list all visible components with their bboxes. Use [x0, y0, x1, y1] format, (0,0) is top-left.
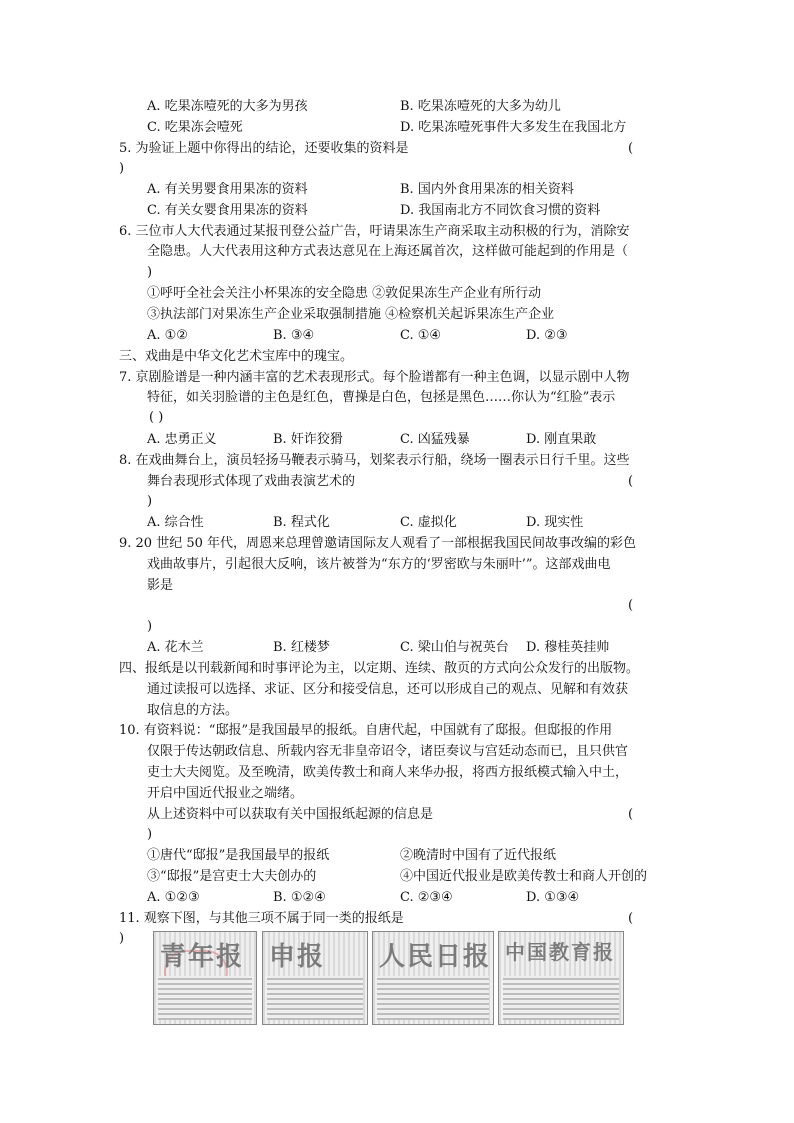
q5-option-b: B. 国内外食用果冻的相关资料 — [400, 182, 574, 197]
q4-option-c: C. 吃果冻会噎死 — [147, 120, 243, 135]
q4-option-b: B. 吃果冻噎死的大多为幼儿 — [400, 99, 561, 114]
section-4-line1: 四、报纸是以刊载新闻和时事评论为主，以定期、连续、散页的方式向公众发行的出版物。 — [119, 661, 640, 676]
q10-statement-4: ④中国近代报业是欧美传教士和商人开创的 — [400, 869, 648, 884]
q9-option-d: D. 穆桂英挂帅 — [526, 640, 610, 655]
q8-paren-close: ) — [147, 494, 153, 509]
q10-option-c: C. ②③④ — [400, 890, 453, 905]
q6-option-c: C. ①④ — [400, 328, 442, 343]
q10-stem-line2: 仅限于传达朝政信息、所载内容无非皇帝诏令，诸臣奏议与宫廷动态而已，且只供官 — [147, 744, 629, 759]
q11-paren-open: ( — [628, 911, 634, 926]
q7-option-b: B. 奸诈狡猾 — [273, 432, 343, 447]
newspaper-image-4 — [498, 931, 624, 1025]
q10-stem-line3: 吏士大夫阅览。及至晚清，欧美传教士和商人来华办报，将西方报纸模式输入中土， — [147, 765, 629, 780]
q7-stem-line2: 特征，如关羽脸谱的主色是红色，曹操是白色，包拯是黑色……你认为“红脸”表示 — [147, 390, 616, 405]
q9-stem-line2: 戏曲故事片，引起很大反响，该片被誉为“东方的‘罗密欧与朱丽叶’”。这部戏曲电 — [147, 557, 611, 572]
q5-paren-close: ) — [119, 161, 125, 176]
newspaper-image-3 — [372, 931, 494, 1025]
q6-statement-3-4: ③执法部门对果冻生产企业采取强制措施 ④检察机关起诉果冻生产企业 — [147, 307, 555, 322]
q7-option-c: C. 凶猛残暴 — [400, 432, 470, 447]
q8-stem-line1: 8. 在戏曲舞台上，演员轻扬马鞭表示骑马，划桨表示行船，绕场一圈表示日行千里。这些 — [119, 453, 630, 468]
q7-option-d: D. 刚直果敢 — [526, 432, 597, 447]
section-3-heading: 三、戏曲是中华文化艺术宝库中的瑰宝。 — [119, 349, 354, 364]
q8-option-b: B. 程式化 — [273, 515, 330, 530]
newspaper-text-columns — [267, 976, 363, 1020]
newspaper-masthead: 人民日报 — [379, 942, 492, 972]
q10-option-b: B. ①②④ — [273, 890, 326, 905]
q6-statement-1-2: ①呼吁全社会关注小杯果冻的安全隐患 ②敦促果冻生产企业有所行动 — [147, 286, 542, 301]
newspaper-masthead: 中国教育报 — [505, 940, 615, 964]
q8-stem-line2: 舞台表现形式体现了戏曲表演艺术的 — [147, 474, 356, 489]
q9-stem-line3: 影是 — [147, 578, 174, 593]
section-4-line2: 通过读报可以选择、求证、区分和接受信息，还可以形成自己的观点、见解和有效获 — [147, 682, 629, 697]
newspaper-text-columns — [503, 976, 619, 1020]
q9-paren-close: ) — [147, 619, 153, 634]
q11-stem: 11. 观察下图，与其他三项不属于同一类的报纸是 — [119, 911, 404, 926]
q8-paren-open: ( — [628, 474, 634, 489]
newspaper-image-2 — [262, 931, 368, 1025]
q5-paren-open: ( — [628, 141, 634, 156]
q8-option-a: A. 综合性 — [147, 515, 204, 530]
q11-paren-close: ) — [119, 931, 125, 946]
q9-paren-open: ( — [628, 598, 634, 613]
q5-option-a: A. 有关男婴食用果冻的资料 — [147, 182, 308, 197]
q9-option-b: B. 红楼梦 — [273, 640, 330, 655]
q6-option-b: B. ③④ — [273, 328, 315, 343]
q7-answer-paren: ( ) — [149, 410, 164, 425]
q9-option-c: C. 梁山伯与祝英台 — [400, 640, 509, 655]
q6-stem-line1: 6. 三位市人大代表通过某报刊登公益广告，吁请果冻生产商采取主动积极的行为，消除安 — [119, 224, 630, 239]
q10-paren-open: ( — [628, 807, 634, 822]
q10-paren-close: ) — [147, 827, 153, 842]
q6-option-a: A. ①② — [147, 328, 188, 343]
q4-option-a: A. 吃果冻噎死的大多为男孩 — [147, 99, 308, 114]
q10-stem-line5: 从上述资料中可以获取有关中国报纸起源的信息是 — [147, 807, 434, 822]
q5-stem: 5. 为验证上题中你得出的结论，还要收集的资料是 — [119, 141, 409, 156]
q9-option-a: A. 花木兰 — [147, 640, 204, 655]
q10-option-a: A. ①②③ — [147, 890, 200, 905]
q8-option-d: D. 现实性 — [526, 515, 584, 530]
q7-option-a: A. 忠勇正义 — [147, 432, 217, 447]
q6-option-d: D. ②③ — [526, 328, 568, 343]
q10-option-d: D. ①③④ — [526, 890, 580, 905]
q6-paren-close: ) — [147, 265, 153, 280]
newspaper-text-columns — [377, 976, 489, 1020]
q10-statement-2: ②晚清时中国有了近代报纸 — [400, 848, 557, 863]
q7-stem-line1: 7. 京剧脸谱是一种内涵丰富的艺术表现形式。每个脸谱都有一种主色调，以显示剧中人物 — [119, 370, 630, 385]
newspaper-masthead: 申报 — [269, 942, 326, 972]
q4-option-d: D. 吃果冻噎死事件大多发生在我国北方 — [400, 120, 627, 135]
q5-option-c: C. 有关女婴食用果冻的资料 — [147, 203, 308, 218]
newspaper-text-columns — [158, 976, 252, 1020]
q10-statement-3: ③“邸报”是宫吏士大夫创办的 — [147, 869, 317, 884]
q6-stem-line2: 全隐患。人大代表用这种方式表达意见在上海还属首次，这样做可能起到的作用是（ — [147, 244, 629, 259]
newspaper-masthead: 青年报 — [160, 942, 245, 972]
q5-option-d: D. 我国南北方不同饮食习惯的资料 — [400, 203, 601, 218]
q10-stem-line1: 10. 有资料说：“邸报”是我国最早的报纸。自唐代起，中国就有了邸报。但邸报的作用 — [119, 723, 613, 738]
newspaper-image-1 — [153, 931, 257, 1025]
section-4-line3: 取信息的方法。 — [147, 703, 239, 718]
q9-stem-line1: 9. 20 世纪 50 年代，周恩来总理曾邀请国际友人观看了一部根据我国民间故事改编的彩色 — [119, 536, 637, 551]
q8-option-c: C. 虚拟化 — [400, 515, 457, 530]
q10-statement-1: ①唐代“邸报”是我国最早的报纸 — [147, 848, 330, 863]
q10-stem-line4: 开启中国近代报业之端绪。 — [147, 786, 304, 801]
